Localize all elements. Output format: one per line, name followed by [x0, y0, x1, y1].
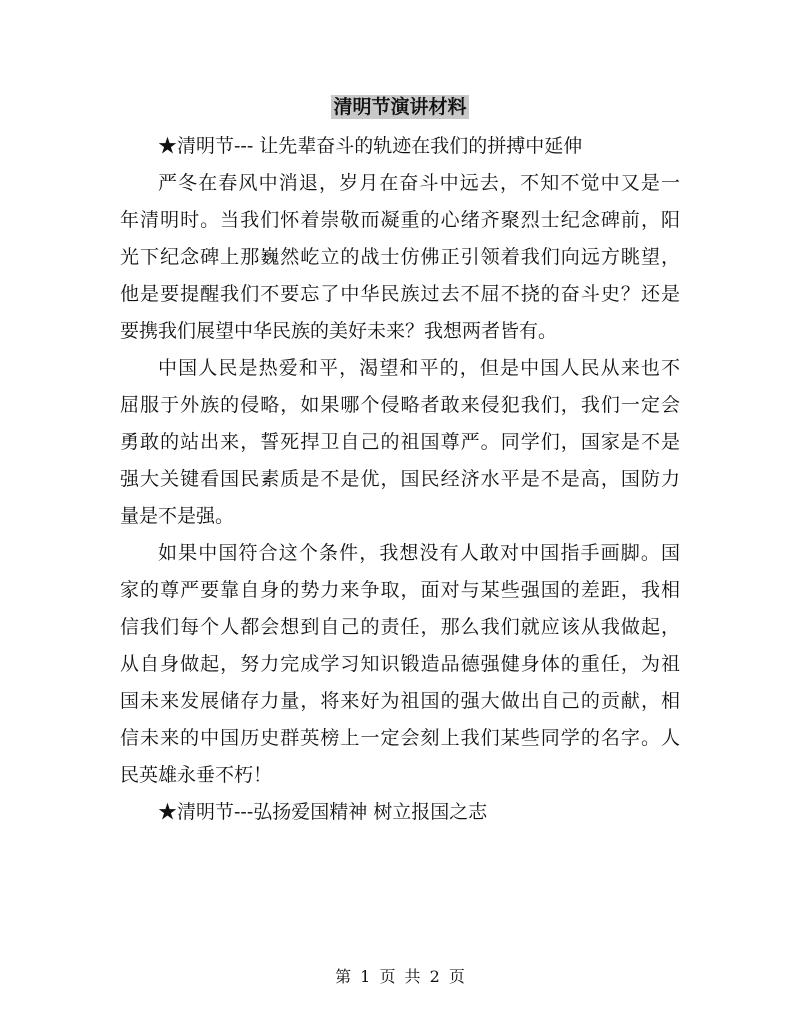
section-heading — [120, 128, 680, 165]
text-line: ★清明节--- 让先辈奋斗的轨迹在我们的拼搏中延伸 — [158, 135, 583, 157]
text-line: 量是不是强。 — [120, 505, 235, 527]
paragraph — [120, 535, 680, 794]
text-line: 从自身做起，努力完成学习知识锻造品德强健身体的重任，为祖 — [120, 653, 680, 675]
text-line: 中国人民是热爱和平，渴望和平的，但是中国人民从来也不 — [158, 357, 680, 379]
title-text: 清明节演讲材料 — [333, 96, 467, 118]
text-line: 屈服于外族的侵略，如果哪个侵略者敢来侵犯我们，我们一定会 — [120, 394, 680, 416]
text-line: 家的尊严要靠自身的势力来争取，面对与某些强国的差距，我相 — [120, 579, 680, 601]
section-heading — [120, 794, 680, 831]
text-line: 信未来的中国历史群英榜上一定会刻上我们某些同学的名字。人 — [120, 727, 680, 749]
document-body — [120, 128, 680, 831]
text-line: 光下纪念碑上那巍然屹立的战士仿佛正引领着我们向远方眺望， — [120, 246, 680, 268]
paragraph — [120, 165, 680, 350]
text-line: 强大关键看国民素质是不是优，国民经济水平是不是高，国防力 — [120, 468, 680, 490]
document-title — [0, 92, 800, 119]
text-line: 勇敢的站出来，誓死捍卫自己的祖国尊严。同学们，国家是不是 — [120, 431, 680, 453]
text-line: 他是要提醒我们不要忘了中华民族过去不屈不挠的奋斗史？还是 — [120, 283, 680, 305]
text-line: ★清明节---弘扬爱国精神 树立报国之志 — [158, 801, 488, 823]
text-line: 如果中国符合这个条件，我想没有人敢对中国指手画脚。国 — [158, 542, 680, 564]
text-line: 年清明时。当我们怀着崇敬而凝重的心绪齐聚烈士纪念碑前，阳 — [120, 209, 680, 231]
text-line: 民英雄永垂不朽！ — [120, 764, 273, 786]
text-line: 严冬在春风中消退，岁月在奋斗中远去，不知不觉中又是一 — [158, 172, 680, 194]
page-footer: 第 1 页 共 2 页 — [335, 967, 465, 986]
text-line: 国未来发展储存力量，将来好为祖国的强大做出自己的贡献，相 — [120, 690, 680, 712]
paragraph — [120, 350, 680, 535]
text-line: 要携我们展望中华民族的美好未来？我想两者皆有。 — [120, 320, 558, 342]
text-line: 信我们每个人都会想到自己的责任，那么我们就应该从我做起， — [120, 616, 680, 638]
